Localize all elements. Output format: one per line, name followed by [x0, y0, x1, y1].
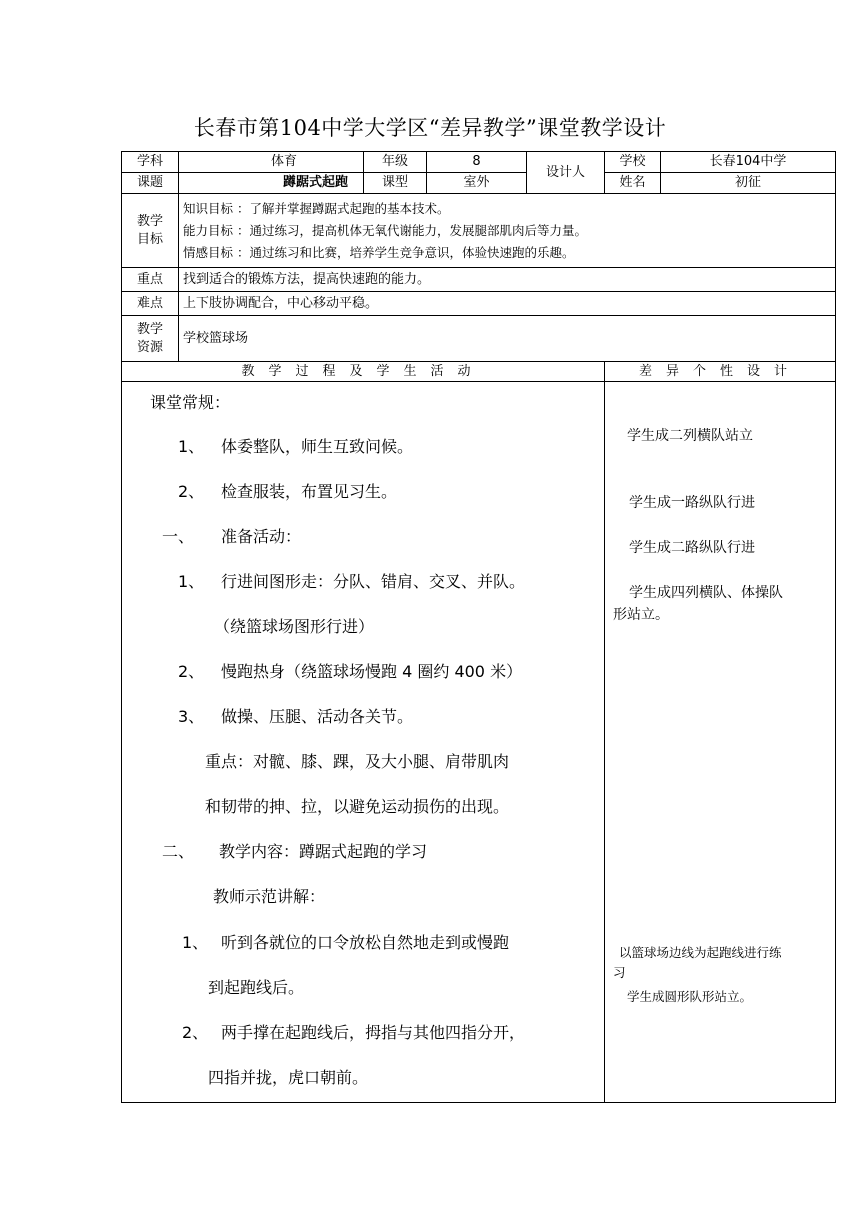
step-2-cont: 四指并拢，虎口朝前。	[208, 1068, 369, 1087]
goal-knowledge: 知识目标 ：了解并掌握蹲踞式起跑的基本技术。	[183, 200, 450, 216]
step-2-text: 两手撑在起跑线后，拇指与其他四指分开，	[221, 1023, 526, 1042]
routine-2-text: 检查服装，布置见习生。	[221, 482, 398, 501]
school-value: 长春104中学	[661, 152, 836, 173]
resources-label	[122, 316, 179, 362]
goal-emotion: 情感目标 ：通过练习和比赛，培养学生竞争意识，体验快速跑的乐趣。	[183, 244, 575, 260]
resources-label-line1: 教学	[136, 321, 163, 337]
name-value: 初征	[661, 173, 836, 194]
routine-1-text: 体委整队，师生互致问候。	[221, 437, 414, 456]
diff-line-5a: 以篮球场边线为起跑线进行练	[619, 945, 782, 960]
prep-1-text: 行进间图形走：分队、错肩、交叉、并队。	[221, 572, 526, 591]
prep-1-sub: （绕篮球场图形行进）	[214, 617, 375, 636]
focus-line-2: 和韧带的抻、拉，以避免运动损伤的出现。	[205, 797, 510, 816]
goals-label-line2: 目标	[136, 231, 163, 247]
prep-2-num: 2、	[178, 662, 205, 681]
step-1-cont: 到起跑线后。	[208, 978, 305, 997]
step-2-num: 2、	[182, 1023, 209, 1042]
goal-ability: 能力目标 ：通过练习，提高机体无氧代谢能力，发展腿部肌肉后等力量。	[183, 222, 587, 238]
subject-label: 学科	[122, 152, 179, 173]
grade-value: 8	[427, 152, 527, 173]
goals-content	[179, 194, 836, 268]
section-1-num: 一、	[162, 527, 195, 546]
name-label: 姓名	[605, 173, 661, 194]
type-label: 课型	[364, 173, 427, 194]
goals-label	[122, 194, 179, 268]
teacher-demo: 教师示范讲解：	[213, 887, 326, 906]
step-1-text: 听到各就位的口令放松自然地走到或慢跑	[221, 933, 510, 952]
diff-line-3: 学生成二路纵队行进	[629, 540, 755, 556]
step-1-num: 1、	[182, 933, 209, 952]
section-2-text: 教学内容：蹲踞式起跑的学习	[219, 842, 428, 861]
prep-3-text: 做操、压腿、活动各关节。	[221, 707, 414, 726]
diff-cell	[605, 382, 836, 1103]
routine-heading: 课堂常规：	[150, 393, 231, 412]
grade-label: 年级	[364, 152, 427, 173]
difficulty-label: 难点	[122, 292, 179, 316]
diff-line-2: 学生成一路纵队行进	[629, 495, 755, 511]
diff-line-5b: 习	[613, 965, 626, 980]
prep-3-num: 3、	[178, 707, 205, 726]
designer-label: 设计人	[527, 152, 605, 194]
diff-line-4b: 形站立。	[613, 607, 669, 623]
prep-1-num: 1、	[178, 572, 205, 591]
school-label: 学校	[605, 152, 661, 173]
key-point-text: 找到适合的锻炼方法，提高快速跑的能力。	[179, 268, 836, 292]
resources-label-line2: 资源	[136, 339, 163, 355]
lesson-plan-table	[121, 151, 836, 1103]
resources-text: 学校篮球场	[179, 316, 836, 362]
key-point-label: 重点	[122, 268, 179, 292]
prep-2-text: 慢跑热身（绕篮球场慢跑 4 圈约 400 米）	[221, 662, 523, 681]
diff-header: 差异个性设计	[605, 362, 836, 382]
difficulty-text: 上下肢协调配合，中心移动平稳。	[179, 292, 836, 316]
process-cell	[122, 382, 605, 1103]
topic-label: 课题	[122, 173, 179, 194]
focus-line-1: 重点：对髋、膝、踝，及大小腿、肩带肌肉	[205, 752, 510, 771]
diff-line-4a: 学生成四列横队、体操队	[629, 585, 783, 601]
routine-1-num: 1、	[178, 437, 205, 456]
section-1-text: 准备活动：	[221, 527, 302, 546]
goals-label-line1: 教学	[136, 213, 163, 229]
diff-line-6: 学生成圆形队形站立。	[627, 989, 753, 1004]
subject-value: 体育	[179, 152, 364, 173]
section-2-num: 二、	[162, 842, 195, 861]
diff-line-1: 学生成二列横队站立	[627, 428, 753, 444]
page-title: 长春市第104中学大学区“差异教学”课堂教学设计	[193, 116, 667, 140]
routine-2-num: 2、	[178, 482, 205, 501]
topic-value: 蹲踞式起跑	[179, 173, 364, 194]
process-header: 教学过程及学生活动	[122, 362, 605, 382]
type-value: 室外	[427, 173, 527, 194]
